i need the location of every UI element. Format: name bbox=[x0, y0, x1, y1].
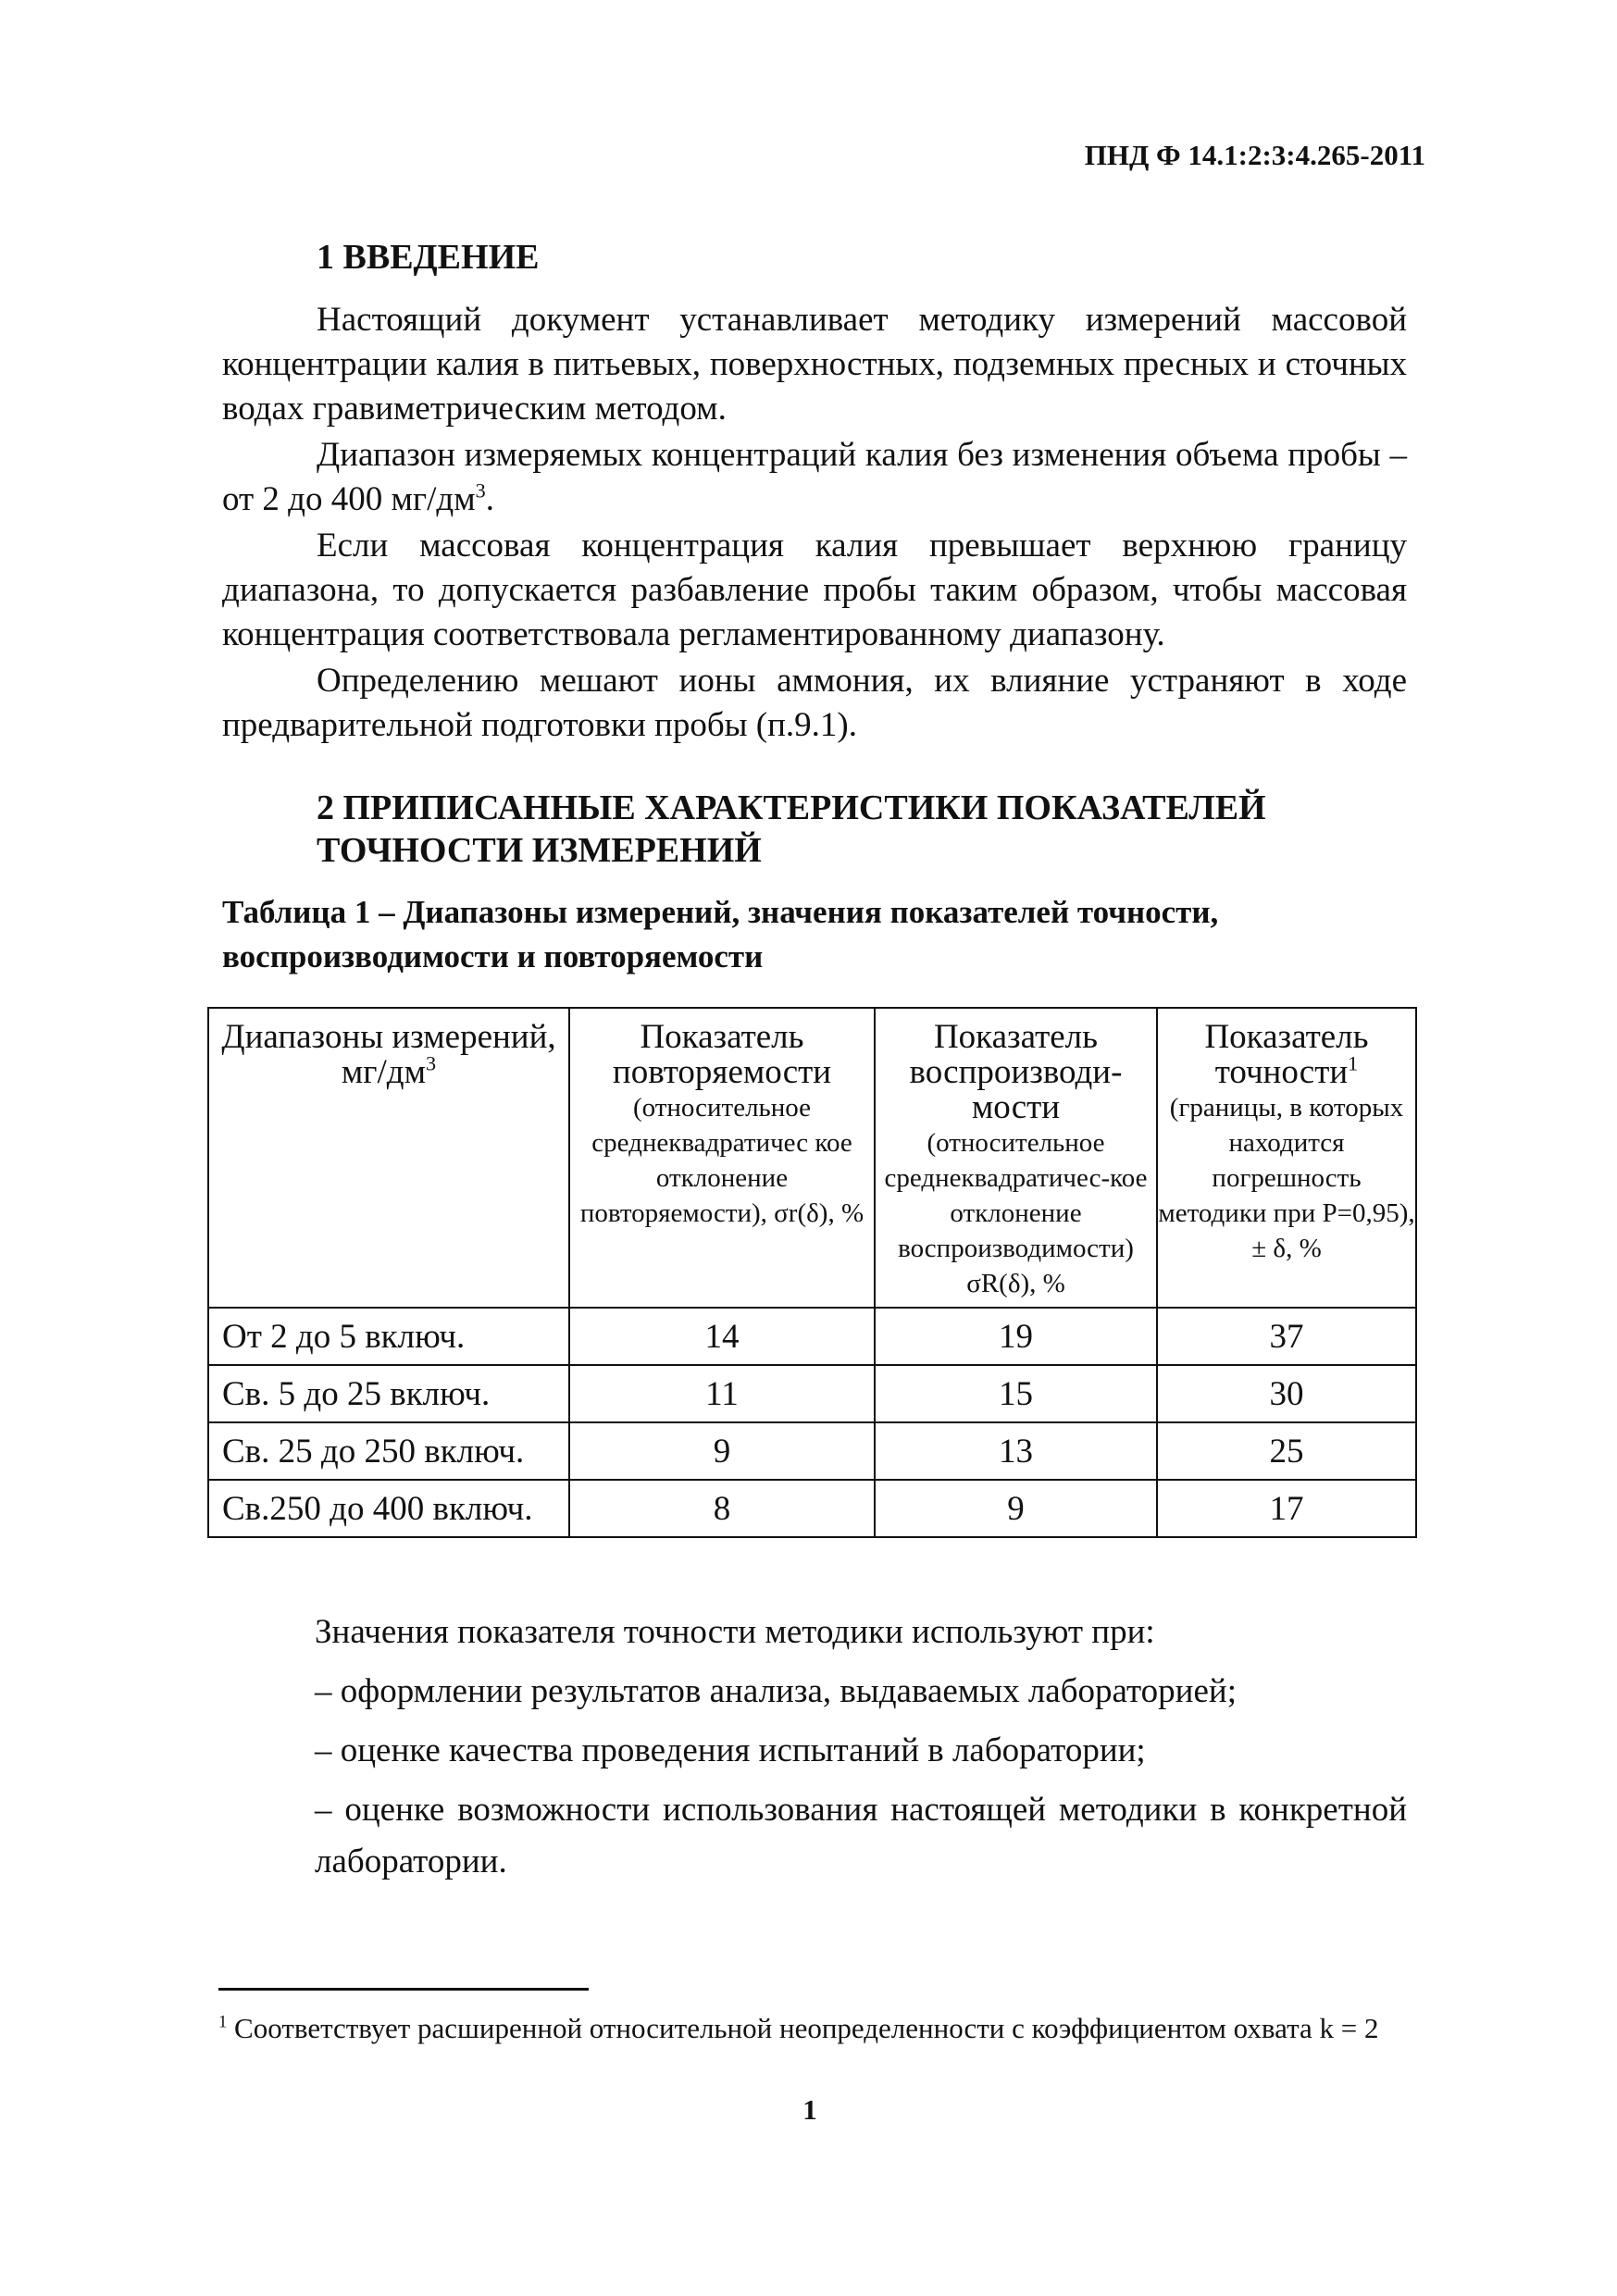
table-row bbox=[208, 1422, 1416, 1480]
usage-item: – оценке возможности использования настоящей методики в конкретной лаборатории. bbox=[315, 1791, 1407, 1880]
accuracy-cell: 17 bbox=[1157, 1480, 1416, 1537]
header-accuracy: Показатель точности$^1$ (границы, в которых находится погрешность методики при P=0,95), ± δ, % bbox=[1157, 1008, 1416, 1308]
repeatability-cell: 8 bbox=[569, 1480, 875, 1537]
reproducibility-cell: 19 bbox=[875, 1308, 1157, 1365]
page-number: 1 bbox=[802, 2093, 817, 2126]
footnote-separator bbox=[218, 1988, 589, 1991]
usage-item: – оформлении результатов анализа, выдаваемых лабораторией; bbox=[315, 1672, 1237, 1710]
range-cell: Св. 5 до 25 включ. bbox=[208, 1365, 569, 1422]
footnote: $^1$ Соответствует расширенной относительной неопределенности с коэффициентом охвата k = 2 bbox=[218, 2012, 1379, 2044]
dilution-paragraph: Если массовая концентрация калия превышает верхнюю границу диапазона, то допускается разбавление пробы таким образом, чтобы массовая концентрация соответствовала регламентированному диапазону. bbox=[222, 527, 1407, 653]
repeatability-cell: 14 bbox=[569, 1308, 875, 1365]
accuracy-table bbox=[207, 1007, 1417, 1538]
reproducibility-cell: 13 bbox=[875, 1422, 1157, 1480]
table-caption: Таблица 1 – Диапазоны измерений, значения показателей точности, воспроизводимости и повторяемости bbox=[222, 894, 1219, 974]
footnote-sup: 3 bbox=[475, 478, 486, 503]
interference-paragraph: Определению мешают ионы аммония, их влияние устраняют в ходе предварительной подготовки пробы (п.9.1). bbox=[222, 662, 1407, 744]
repeatability-cell: 11 bbox=[569, 1365, 875, 1422]
range-cell: Св.250 до 400 включ. bbox=[208, 1480, 569, 1537]
accuracy-cell: 30 bbox=[1157, 1365, 1416, 1422]
usage-item: – оценке качества проведения испытаний в лаборатории; bbox=[315, 1731, 1146, 1769]
reproducibility-cell: 9 bbox=[875, 1480, 1157, 1537]
range-paragraph: Диапазон измеряемых концентраций калия без изменения объема пробы – от 2 до 400 $мг/дм^3$. bbox=[222, 436, 1407, 518]
intro-paragraph: Настоящий документ устанавливает методику измерений массовой концентрации калия в питьевых, поверхностных, подземных пресных и сточных водах гравиметрическим методом. bbox=[222, 301, 1407, 428]
table-header-row bbox=[208, 1008, 1416, 1308]
header-repeatability: Показатель повторяемости (относительное среднеквадратичес кое отклонение повторяемости), σr(δ), % bbox=[569, 1008, 875, 1308]
document-code: ПНД Ф 14.1:2:3:4.265-2011 bbox=[1084, 139, 1425, 171]
table-row bbox=[208, 1365, 1416, 1422]
accuracy-cell: 25 bbox=[1157, 1422, 1416, 1480]
range-cell: От 2 до 5 включ. bbox=[208, 1308, 569, 1365]
repeatability-cell: 9 bbox=[569, 1422, 875, 1480]
table-row bbox=[208, 1480, 1416, 1537]
header-ranges: Диапазоны измерений, $мг/дм^3$ bbox=[208, 1008, 569, 1308]
range-cell: Св. 25 до 250 включ. bbox=[208, 1422, 569, 1480]
table-row bbox=[208, 1308, 1416, 1365]
reproducibility-cell: 15 bbox=[875, 1365, 1157, 1422]
usage-intro: Значения показателя точности методики используют при: bbox=[315, 1613, 1155, 1651]
header-reproducibility: Показатель воспроизводи-мости (относительное среднеквадратичес-кое отклонение воспроизводимости) σR(δ), % bbox=[875, 1008, 1157, 1308]
section-2-title: 2 ПРИПИСАННЫЕ ХАРАКТЕРИСТИКИ ПОКАЗАТЕЛЕЙ ТОЧНОСТИ ИЗМЕРЕНИЙ bbox=[317, 788, 1266, 870]
accuracy-cell: 37 bbox=[1157, 1308, 1416, 1365]
section-1-title: 1 ВВЕДЕНИЕ bbox=[317, 238, 540, 277]
